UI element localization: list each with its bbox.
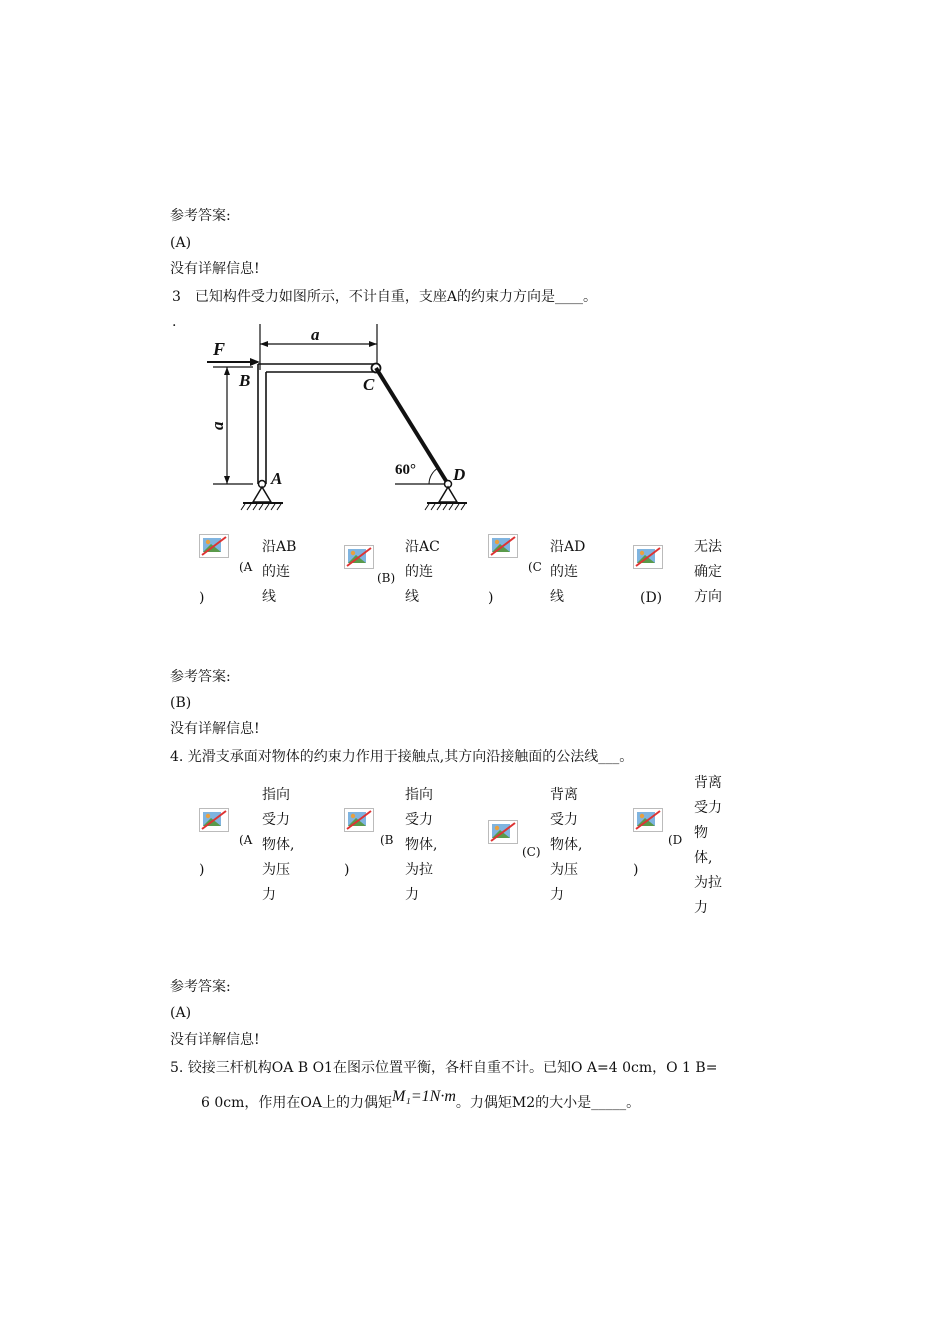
broken-image-icon: [199, 534, 229, 558]
option-4c-line-2: 受力: [550, 812, 578, 828]
broken-image-icon: [344, 808, 374, 832]
question-5-line-2b: 。力偶矩M2的大小是_____。: [455, 1095, 641, 1111]
option-4b-line-3: 物体,: [405, 837, 438, 853]
question-5-line-2a: 6 0cm，作用在OA上的力偶矩: [201, 1095, 392, 1111]
option-3c-line-1: 沿AD: [550, 539, 586, 555]
option-4a-line-3: 物体,: [262, 837, 295, 853]
option-3c-letter-2: ): [488, 590, 494, 606]
option-3c-line-2: 的连: [550, 564, 578, 580]
option-4b-line-4: 为拉: [405, 862, 433, 878]
option-4d-line-5: 为拉: [694, 875, 722, 891]
option-4c-line-1: 背离: [550, 787, 578, 803]
option-3d-line-1: 无法: [694, 539, 722, 555]
broken-image-icon: [344, 545, 374, 569]
no-detail-1: 没有详解信息!: [170, 261, 260, 277]
option-4a-line-4: 为压: [262, 862, 290, 878]
frame-figure: [205, 322, 475, 522]
option-3b-line-3: 线: [405, 589, 419, 605]
label-C: C: [363, 375, 375, 394]
option-4c-line-5: 力: [550, 887, 564, 903]
option-4a-line-2: 受力: [262, 812, 290, 828]
option-4d-letter-2: ): [633, 862, 639, 878]
broken-image-icon: [633, 808, 663, 832]
label-D: D: [453, 465, 466, 484]
broken-image-icon: [488, 820, 518, 844]
moment-formula: M₁=1N·m: [391, 1088, 456, 1105]
option-4d-line-2: 受力: [694, 800, 722, 816]
answer-3: (A): [170, 1005, 192, 1021]
option-4a-letter-1: (A: [239, 833, 253, 847]
option-4d-letter-1: (D: [668, 833, 683, 847]
option-4c-line-3: 物体,: [550, 837, 583, 853]
option-4b-line-5: 力: [405, 887, 419, 903]
option-4a-line-1: 指向: [262, 787, 290, 803]
ref-answer-label-1: 参考答案:: [170, 208, 231, 224]
option-3b-line-1: 沿AC: [405, 539, 440, 555]
option-4c-letter: (C): [522, 845, 541, 859]
broken-image-icon: [488, 534, 518, 558]
broken-image-icon: [633, 545, 663, 569]
option-3a-letter-1: (A: [239, 560, 253, 574]
label-B: B: [239, 371, 251, 390]
option-4a-letter-2: ): [199, 862, 205, 878]
option-3a-line-2: 的连: [262, 564, 290, 580]
option-4d-line-1: 背离: [694, 775, 722, 791]
option-3a-line-3: 线: [262, 589, 276, 605]
option-4c-line-4: 为压: [550, 862, 578, 878]
question-5-line-2: [201, 1088, 641, 1112]
option-3d-line-3: 方向: [694, 589, 722, 605]
label-F: F: [213, 339, 226, 359]
ref-answer-label-3: 参考答案:: [170, 979, 231, 995]
option-4b-line-1: 指向: [405, 787, 433, 803]
label-a-top: a: [311, 325, 320, 344]
question-3-dot: .: [172, 314, 177, 330]
question-3-text: 3 已知构件受力如图所示，不计自重，支座A的约束力方向是____。: [172, 289, 598, 305]
option-3b-line-2: 的连: [405, 564, 433, 580]
option-4a-line-5: 力: [262, 887, 276, 903]
option-4d-line-6: 力: [694, 900, 708, 916]
option-3a-letter-2: ): [199, 590, 205, 606]
option-3c-letter-1: (C: [528, 560, 542, 574]
option-4d-line-3: 物: [694, 825, 708, 841]
label-a-side: a: [208, 421, 227, 430]
option-4d-line-4: 体,: [694, 850, 713, 866]
question-5-line-1: 5. 铰接三杆机构OA B O1在图示位置平衡，各杆自重不计。已知O A=4 0cm，O 1 B=: [170, 1060, 718, 1076]
option-4b-letter-1: (B: [380, 833, 394, 847]
option-4b-line-2: 受力: [405, 812, 433, 828]
no-detail-3: 没有详解信息!: [170, 1032, 260, 1048]
ref-answer-label-2: 参考答案:: [170, 669, 231, 685]
answer-1: (A): [170, 235, 192, 251]
option-3d-letter: (D): [640, 590, 663, 606]
option-3a-line-1: 沿AB: [262, 539, 297, 555]
option-3c-line-3: 线: [550, 589, 564, 605]
answer-2: (B): [170, 695, 192, 711]
option-3b-letter: (B): [377, 571, 396, 585]
label-angle: 60°: [395, 462, 416, 478]
label-A: A: [271, 469, 283, 488]
question-4-text: 4. 光滑支承面对物体的约束力作用于接触点,其方向沿接触面的公法线___。: [170, 749, 634, 765]
no-detail-2: 没有详解信息!: [170, 721, 260, 737]
broken-image-icon: [199, 808, 229, 832]
option-3d-line-2: 确定: [694, 564, 722, 580]
option-4b-letter-2: ): [344, 862, 350, 878]
